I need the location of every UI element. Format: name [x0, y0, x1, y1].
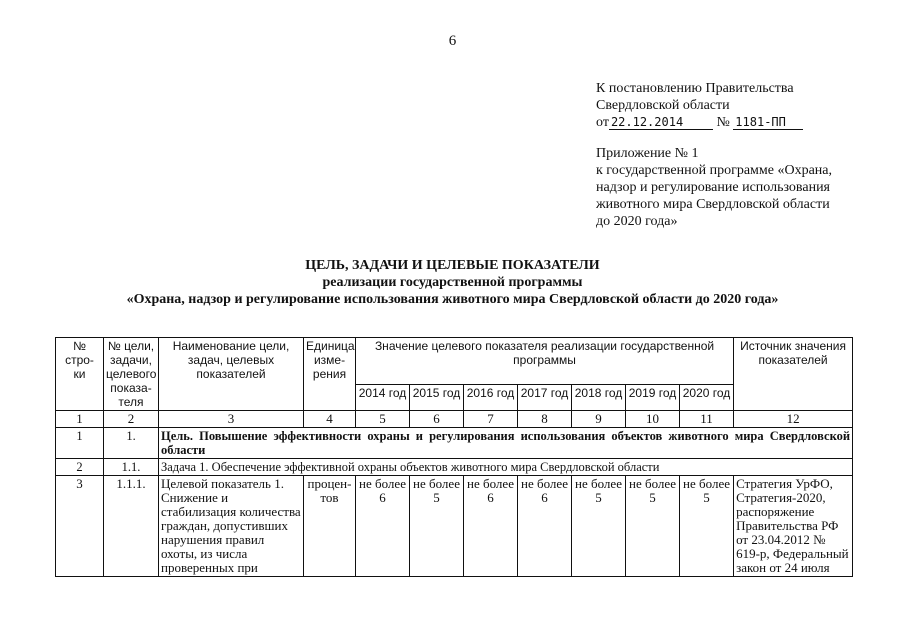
decree-line-2: Свердловской области [596, 98, 730, 113]
column-number: 5 [356, 411, 410, 428]
table-row-indicator [56, 476, 853, 577]
header-year: 2020 год [680, 385, 734, 411]
header-goal-number: № цели, задачи, целевого показа- теля [104, 338, 159, 411]
indicators-table [55, 337, 853, 577]
decree-date: 22.12.2014 [609, 115, 713, 130]
title-line-2: реализации государственной программы [322, 275, 583, 290]
decree-number: 1181-ПП [733, 115, 803, 130]
appendix-line-2: к государственной программе «Охрана, [596, 163, 832, 178]
row-number: 3 [56, 476, 104, 577]
header-values: Значение целевого показателя реализации государственной программы [356, 338, 734, 385]
decree-number-prefix: № [716, 115, 730, 130]
column-number: 10 [626, 411, 680, 428]
goal-code: 1. [104, 428, 159, 459]
column-number: 7 [464, 411, 518, 428]
indicator-code: 1.1.1. [104, 476, 159, 577]
column-number: 11 [680, 411, 734, 428]
decree-reference [596, 80, 803, 131]
page-number: 6 [448, 33, 457, 49]
row-number: 1 [56, 428, 104, 459]
indicator-value-2014: не более 6 [356, 476, 410, 577]
column-number: 6 [410, 411, 464, 428]
column-number: 4 [304, 411, 356, 428]
indicator-value-2020: не более 5 [680, 476, 734, 577]
task-code: 1.1. [104, 459, 159, 476]
decree-date-line [596, 114, 803, 131]
indicator-source: Стратегия УрФО, Стратегия-2020, распоряжение Правительства РФ от 23.04.2012 № 619-р, Федеральный закон от 24 июля [734, 476, 853, 577]
header-row-number: № стро- ки [56, 338, 104, 411]
column-number: 12 [734, 411, 853, 428]
column-number: 2 [104, 411, 159, 428]
header-year: 2014 год [356, 385, 410, 411]
decree-line-1: К постановлению Правительства [596, 81, 794, 96]
header-unit: Единица изме- рения [304, 338, 356, 411]
appendix-line-5: до 2020 года» [596, 214, 678, 229]
header-source: Источник значения показателей [734, 338, 853, 411]
row-number: 2 [56, 459, 104, 476]
table-header-row [56, 338, 853, 385]
indicator-value-2015: не более 5 [410, 476, 464, 577]
header-year: 2018 год [572, 385, 626, 411]
header-name: Наименование цели, задач, целевых показателей [159, 338, 304, 411]
document-title [0, 257, 905, 308]
indicator-value-2016: не более 6 [464, 476, 518, 577]
column-number: 9 [572, 411, 626, 428]
title-line-1: ЦЕЛЬ, ЗАДАЧИ И ЦЕЛЕВЫЕ ПОКАЗАТЕЛИ [305, 258, 600, 273]
appendix-line-1: Приложение № 1 [596, 146, 699, 161]
appendix-line-3: надзор и регулирование использования [596, 180, 830, 195]
header-year: 2015 год [410, 385, 464, 411]
column-number: 1 [56, 411, 104, 428]
column-number: 3 [159, 411, 304, 428]
header-year: 2019 год [626, 385, 680, 411]
column-numbers-row [56, 411, 853, 428]
column-number: 8 [518, 411, 572, 428]
decree-date-prefix: от [596, 115, 609, 130]
task-text: Задача 1. Обеспечение эффективной охраны объектов животного мира Свердловской области [159, 459, 853, 476]
header-year: 2017 год [518, 385, 572, 411]
table-row-task [56, 459, 853, 476]
indicator-unit: процен- тов [304, 476, 356, 577]
title-line-3: «Охрана, надзор и регулирование использования животного мира Свердловской области до 2020 года» [126, 292, 779, 307]
goal-text: Цель. Повышение эффективности охраны и регулирования использования объектов животного мира Свердловской области [159, 428, 853, 459]
indicator-value-2019: не более 5 [626, 476, 680, 577]
appendix-reference [596, 145, 832, 230]
indicator-value-2017: не более 6 [518, 476, 572, 577]
indicator-name: Целевой показатель 1. Снижение и стабилизация количества граждан, допустивших нарушения правил охоты, из числа проверенных при [159, 476, 304, 577]
table-row-goal [56, 428, 853, 459]
appendix-line-4: животного мира Свердловской области [596, 197, 830, 212]
header-year: 2016 год [464, 385, 518, 411]
indicator-value-2018: не более 5 [572, 476, 626, 577]
